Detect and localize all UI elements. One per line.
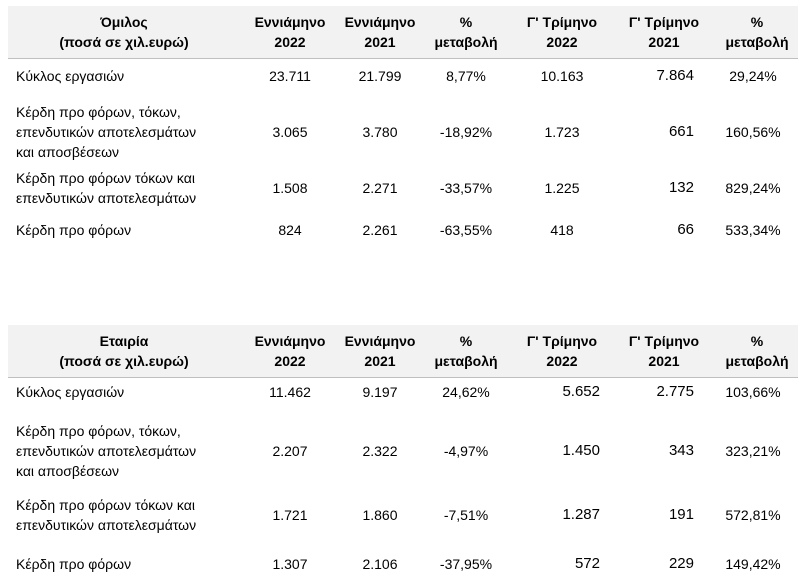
header-line: % [459, 333, 473, 349]
row-label-line: και αποσβέσεων [16, 144, 120, 160]
header-change-q3 [716, 12, 798, 52]
header-change-q3 [716, 331, 798, 371]
header-nine-months-2021 [340, 12, 420, 52]
header-line: 2021 [364, 34, 396, 50]
header-line: μεταβολή [725, 34, 789, 50]
header-line: % [750, 14, 764, 30]
row-label-line: επενδυτικών αποτελεσμάτων [16, 517, 197, 533]
row-label-line: επενδυτικών αποτελεσμάτων [16, 443, 197, 459]
cell-change-q3: 103,66% [725, 384, 781, 400]
header-line: Εννιάμηνο [344, 333, 416, 349]
group-table-header [8, 6, 798, 59]
header-q3-2021 [612, 12, 716, 52]
header-nine-months-2021 [340, 331, 420, 371]
header-line: Γ' Τρίμηνο [526, 333, 598, 349]
cell-q3-2021: 229 [668, 555, 694, 572]
cell-change-q3: 533,34% [725, 222, 781, 238]
row-label-line: Κέρδη προ φόρων, τόκων, [16, 423, 181, 439]
header-line: Γ' Τρίμηνο [628, 333, 700, 349]
cell-nine-months-2021: 2.271 [362, 180, 398, 196]
cell-q3-2022: 5.652 [562, 383, 600, 400]
cell-nine-months-2022: 824 [278, 222, 302, 238]
header-line: 2022 [274, 353, 306, 369]
cell-q3-2021: 191 [668, 506, 694, 523]
cell-q3-2022: 1.723 [544, 124, 580, 140]
cell-nine-months-2021: 2.106 [362, 556, 398, 572]
header-line: 2022 [546, 34, 578, 50]
row-label-line: επενδυτικών αποτελεσμάτων [16, 190, 197, 206]
cell-change-nine-months: -7,51% [443, 507, 489, 523]
header-nine-months-2022 [240, 12, 340, 52]
header-line: 2022 [546, 353, 578, 369]
cell-nine-months-2021: 1.860 [362, 507, 398, 523]
row-label-line: Κέρδη προ φόρων τόκων και [16, 170, 195, 186]
header-title-line: Όμιλος [100, 14, 148, 30]
group-results-table [8, 6, 798, 238]
row-label [16, 382, 124, 402]
cell-nine-months-2021: 2.322 [362, 443, 398, 459]
cell-change-nine-months: -33,57% [439, 180, 493, 196]
header-line: Εννιάμηνο [254, 333, 326, 349]
cell-change-nine-months: -4,97% [443, 443, 489, 459]
cell-nine-months-2021: 2.261 [362, 222, 398, 238]
header-units-line: (ποσά σε χιλ.ευρώ) [59, 34, 189, 50]
row-label [16, 220, 131, 240]
cell-nine-months-2022: 3.065 [272, 124, 308, 140]
cell-q3-2022: 1.287 [562, 506, 600, 523]
cell-nine-months-2022: 1.721 [272, 507, 308, 523]
cell-change-q3: 149,42% [725, 556, 781, 572]
cell-change-nine-months: 8,77% [446, 68, 486, 84]
header-units-line: (ποσά σε χιλ.ευρώ) [59, 353, 189, 369]
company-table-header [8, 325, 798, 378]
row-label-line: Κύκλος εργασιών [16, 384, 125, 400]
header-line: % [459, 14, 473, 30]
row-label-line: Κέρδη προ φόρων [16, 222, 132, 238]
cell-change-q3: 829,24% [725, 180, 781, 196]
row-label-line: Κέρδη προ φόρων, τόκων, [16, 104, 181, 120]
header-line: 2021 [648, 353, 680, 369]
header-nine-months-2022 [240, 331, 340, 371]
cell-change-nine-months: -18,92% [439, 124, 493, 140]
cell-q3-2022: 418 [550, 222, 574, 238]
row-label [16, 66, 124, 86]
row-label-line: και αποσβέσεων [16, 463, 120, 479]
header-change-nine-months [420, 12, 512, 52]
company-header-title [8, 331, 240, 371]
cell-nine-months-2022: 1.508 [272, 180, 308, 196]
header-line: % [750, 333, 764, 349]
row-label-line: Κέρδη προ φόρων [16, 556, 132, 572]
cell-q3-2021: 66 [677, 221, 694, 238]
header-line: 2021 [364, 353, 396, 369]
cell-nine-months-2022: 23.711 [269, 68, 311, 84]
cell-nine-months-2021: 21.799 [358, 68, 402, 84]
cell-q3-2021: 661 [668, 123, 694, 140]
header-q3-2021 [612, 331, 716, 371]
header-line: Εννιάμηνο [254, 14, 326, 30]
row-label-line: επενδυτικών αποτελεσμάτων [16, 124, 197, 140]
cell-q3-2021: 7.864 [656, 67, 694, 84]
cell-change-q3: 160,56% [725, 124, 781, 140]
cell-q3-2021: 132 [668, 179, 694, 196]
header-q3-2022 [512, 12, 612, 52]
row-label-line: Κύκλος εργασιών [16, 68, 125, 84]
cell-q3-2022: 1.225 [544, 180, 580, 196]
cell-change-nine-months: -37,95% [439, 556, 493, 572]
row-label-line: Κέρδη προ φόρων τόκων και [16, 497, 195, 513]
cell-change-q3: 572,81% [725, 507, 781, 523]
header-line: μεταβολή [434, 34, 498, 50]
cell-change-q3: 29,24% [729, 68, 777, 84]
cell-q3-2022: 1.450 [562, 442, 600, 459]
header-line: Γ' Τρίμηνο [628, 14, 700, 30]
row-label [16, 102, 196, 162]
row-label [16, 554, 131, 574]
header-line: 2021 [648, 34, 680, 50]
row-label [16, 421, 196, 481]
header-line: Εννιάμηνο [344, 14, 416, 30]
cell-nine-months-2021: 3.780 [362, 124, 398, 140]
cell-q3-2021: 343 [668, 442, 694, 459]
cell-change-nine-months: -63,55% [439, 222, 493, 238]
group-header-title [8, 12, 240, 52]
header-change-nine-months [420, 331, 512, 371]
cell-nine-months-2021: 9.197 [362, 384, 398, 400]
header-q3-2022 [512, 331, 612, 371]
header-line: 2022 [274, 34, 306, 50]
header-line: μεταβολή [725, 353, 789, 369]
cell-nine-months-2022: 1.307 [272, 556, 308, 572]
row-label [16, 495, 196, 535]
company-results-table [8, 325, 798, 572]
cell-q3-2022: 10.163 [540, 68, 584, 84]
cell-nine-months-2022: 2.207 [272, 443, 308, 459]
row-label [16, 168, 196, 208]
cell-change-q3: 323,21% [725, 443, 781, 459]
header-title-line: Εταιρία [99, 333, 149, 349]
cell-change-nine-months: 24,62% [442, 384, 490, 400]
cell-q3-2022: 572 [574, 555, 600, 572]
cell-nine-months-2022: 11.462 [269, 384, 311, 400]
cell-q3-2021: 2.775 [656, 383, 694, 400]
header-line: μεταβολή [434, 353, 498, 369]
header-line: Γ' Τρίμηνο [526, 14, 598, 30]
